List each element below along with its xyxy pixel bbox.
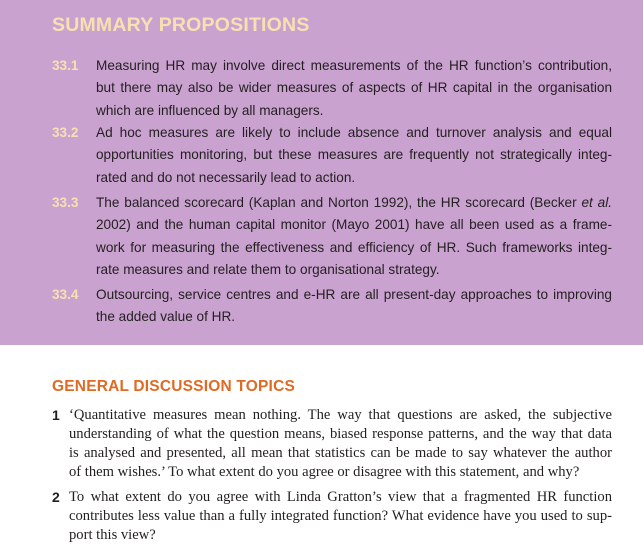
- text-line: which are influenced by all managers.: [96, 102, 324, 118]
- text-line: port this view?: [69, 527, 156, 543]
- proposition-text: [96, 55, 612, 122]
- text-line: Measuring HR may involve direct measurements of the HR function’s contribution,: [96, 58, 612, 73]
- text-line: rated and do not necessarily lead to action.: [96, 169, 356, 185]
- discussion-topic: [52, 488, 612, 545]
- text-line: of them wishes.’ To what extent do you agree or disagree with this statement, and why?: [69, 464, 580, 480]
- topic-number: 1: [52, 407, 60, 423]
- summary-proposition: [52, 55, 612, 122]
- summary-proposition: [52, 122, 612, 189]
- text-segment: The balanced scorecard (Kaplan and Norton 1992), the HR scorecard (Becker: [96, 195, 582, 210]
- text-line: 2002) and the human capital monitor (Mayo 2001) have all been used as a frame-: [96, 217, 612, 233]
- topic-text: [69, 488, 612, 545]
- topic-text: [69, 406, 612, 482]
- text-line: contributes less value than a fully integrated function? What evidence have you used to sup-: [69, 508, 612, 524]
- text-line: Outsourcing, service centres and e-HR are all present-day approaches to improving: [96, 287, 612, 302]
- proposition-text: [96, 192, 612, 281]
- proposition-number: 33.4: [52, 287, 79, 302]
- discussion-topic: [52, 406, 612, 482]
- text-line: To what extent do you agree with Linda Gratton’s view that a fragmented HR function: [69, 489, 612, 505]
- proposition-number: 33.1: [52, 58, 79, 73]
- text-line: work for measuring the effectiveness and efficiency of HR. Such frameworks integ-: [96, 239, 612, 255]
- text-line: rate measures and relate them to organisational strategy.: [96, 261, 440, 277]
- text-line: [96, 192, 612, 214]
- text-line: the added value of HR.: [96, 309, 236, 325]
- topic-number: 2: [52, 489, 60, 505]
- text-line: Ad hoc measures are likely to include absence and turnover analysis and equal: [96, 125, 612, 140]
- proposition-number: 33.2: [52, 125, 79, 140]
- italic-citation: et al.: [581, 195, 612, 210]
- proposition-number: 33.3: [52, 195, 79, 210]
- text-line: ‘Quantitative measures mean nothing. The way that questions are asked, the subjective: [69, 407, 612, 423]
- summary-title: SUMMARY PROPOSITIONS: [52, 14, 310, 36]
- proposition-text: [96, 284, 612, 329]
- text-line: but there may also be wider measures of aspects of HR capital in the organisation: [96, 80, 612, 96]
- text-line: understanding of what the question means, biased response patterns, and the way that data: [69, 426, 612, 442]
- summary-proposition: [52, 284, 612, 329]
- summary-proposition: [52, 192, 612, 281]
- text-line: opportunities monitoring, but these measures are frequently not strategically integ-: [96, 147, 612, 163]
- text-line: is analysed and presented, all mean that statistics can be made to say whatever the author: [69, 445, 612, 461]
- proposition-text: [96, 122, 612, 189]
- discussion-topics-title: GENERAL DISCUSSION TOPICS: [52, 378, 295, 395]
